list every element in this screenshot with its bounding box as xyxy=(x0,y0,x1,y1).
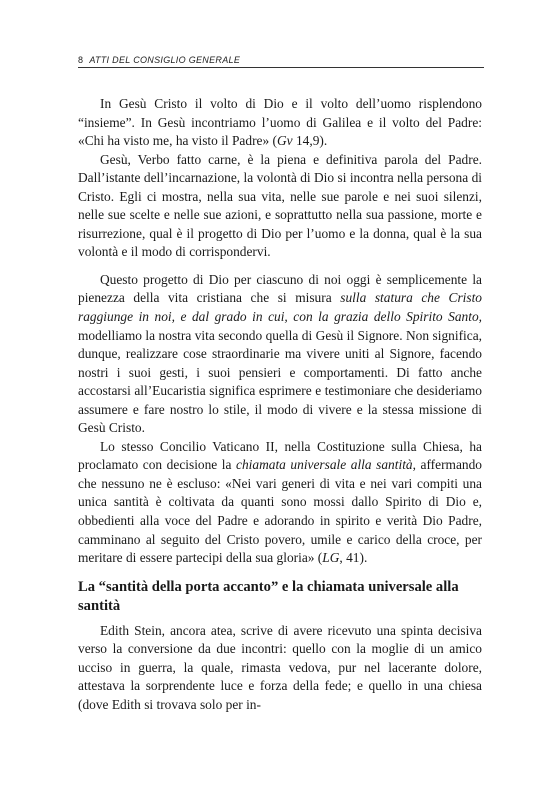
paragraph-4: Lo stesso Concilio Vaticano II, nella Costituzione sulla Chiesa, ha proclamato con decisione la chiamata universale alla santità, affermando che nessuno ne è escluso: «Nei vari generi di vita e nei vari compiti una unica santità è coltivata da quanti sono mossi dallo Spirito di Dio e, obbedienti alla voce del Padre e adorando in spirito e verità Dio Padre, camminano al seguito del Cristo povero, umile e carico della croce, per meritare di essere partecipi della sua gloria» (LG, 41). xyxy=(78,438,482,566)
paragraph-5: Edith Stein, ancora atea, scrive di avere ricevuto una spinta decisiva verso la conversione da due incontri: quello con la moglie di un amico ucciso in guerra, la quale, rimasta vedova, pur nel lacerante dolore, attestava la sorprendente luce e forza della fede; e quello in una chiesa (dove Edith si trovava solo per in- xyxy=(78,622,482,712)
paragraph-2: Gesù, Verbo fatto carne, è la piena e definitiva parola del Padre. Dall’istante dell’incarnazione, la volontà di Dio si incontra nella persona di Cristo. Egli ci mostra, nella sua vita, nelle sue parole e nei suoi silenzi, nelle sue scelte e nelle sue azioni, e soprattutto nella sua passione, morte e risurrezione, qual è il progetto di Dio per l’uomo e la donna, qual è la sua volontà e il modo di corrispondervi. xyxy=(78,151,482,260)
page-number: 8 xyxy=(78,55,84,65)
paragraph-1: In Gesù Cristo il volto di Dio e il volto dell’uomo risplendono “insieme”. In Gesù incontriamo l’uomo di Galilea e il volto del Padre: «Chi ha visto me, ha visto il Padre» (Gv 14,9). xyxy=(78,96,482,149)
running-title: ATTI DEL CONSIGLIO GENERALE xyxy=(89,55,241,65)
paragraph-3: Questo progetto di Dio per ciascuno di noi oggi è semplicemente la pienezza della vita cristiana che si misura sulla statura che Cristo raggiunge in noi, e dal grado in cui, con la grazia dello Spirito Santo, modelliamo la nostra vita secondo quella di Gesù il Signore. Non significa, dunque, realizzare cose straordinarie ma vivere uniti al Signore, facendo nostri i suoi gesti, i suoi pensieri e comportamenti. Di fatto anche accostarsi all’Eucaristia significa esprimere e testimoniare che desideriamo assumere e fare nostro lo stile, il modo di vivere e la stessa missione di Gesù Cristo. xyxy=(78,271,483,436)
page-body xyxy=(78,95,482,714)
running-header xyxy=(78,55,484,68)
section-heading: La “santità della porta accanto” e la chiamata universale alla santità xyxy=(78,578,459,614)
